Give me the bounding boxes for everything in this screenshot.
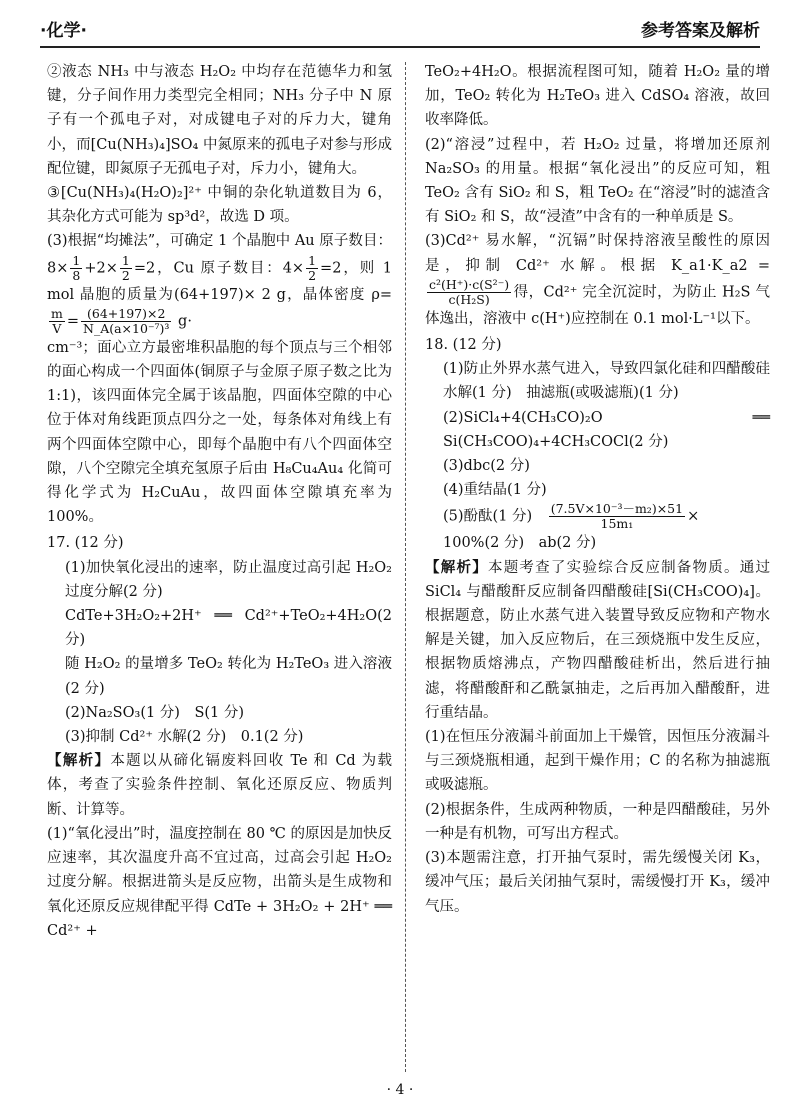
fraction: $\frac{1}{8}$	[72, 252, 81, 283]
paragraph: (1)“氧化浸出”时，温度控制在 80 ℃ 的原因是加快反应速率，其次温度升高不宜过高，过高会引起 H₂O₂ 过度分解。根据进箭头是反应物，出箭头是生成物和氧化还原反应规律配平得 CdTe + 3H₂O₂ + 2H⁺ ══ Cd²⁺ +	[47, 825, 392, 939]
answer-line: CdTe+3H₂O₂+2H⁺ ══ Cd²⁺+TeO₂+4H₂O(2 分)	[65, 608, 392, 649]
right-column	[425, 60, 770, 919]
paragraph: cm⁻³；面心立方最密堆积晶胞的每个顶点与三个相邻的面心构成一个四面体(铜原子与金原子原子数之比为 1:1)，该四面体完全属于该晶胞，四面体空隙的中心位于体对角线距顶点四分之一处，每条体对角线上有两个四面体空隙中心，即每个晶胞中有八个四面体空隙，八个空隙完全填充氢原子后由 H₈Cu₄Au₄ 化简可得化学式为 H₂CuAu，故四面体空隙填充率为 100%。	[47, 339, 392, 526]
analysis-tag: 【解析】	[47, 752, 111, 770]
fraction: $\frac{\text{(7.5V×10⁻³－m₂)×51}}{\text{15m₁}}$	[550, 501, 684, 532]
question-score: (12 分)	[74, 535, 124, 552]
question-number: 18.	[425, 337, 449, 354]
question-18-heading	[425, 333, 770, 357]
subject-label: ·化学·	[40, 21, 87, 41]
fraction: $\frac{m}{V}$	[51, 305, 63, 336]
fraction: $\frac{1}{2}$	[308, 252, 317, 283]
answer-line: (2)SiCl₄+4(CH₃CO)₂O ══ Si(CH₃COO)₄+4CH₃COCl(2 分)	[443, 409, 770, 450]
question-17-heading	[47, 531, 392, 555]
paragraph: (1)在恒压分液漏斗前面加上干燥管，因恒压分液漏斗与三颈烧瓶相通，起到干燥作用；C 的名称为抽滤瓶或吸滤瓶。	[425, 729, 770, 794]
section-title: 参考答案及解析	[641, 21, 760, 41]
analysis: 【解析】本题以从碲化镉废料回收 Te 和 Cd 为载体，考查了实验条件控制、氧化还原反应、物质判断、计算等。	[47, 752, 392, 818]
fraction: $\frac{1}{2}$	[121, 252, 130, 283]
page-header	[40, 12, 760, 48]
question-score: (12 分)	[452, 337, 502, 354]
fraction: $\frac{\text{c²(H⁺)·c(S²⁻)}}{\text{c(H₂S)}}$	[429, 276, 510, 307]
paragraph: (3)Cd²⁺ 易水解，“沉镉”时保持溶液呈酸性的原因是，抑制 Cd²⁺ 水解。根据 K_a1·K_a2 = $\frac{\text{c²(H⁺)·c(S²⁻)}}{\text{c(H₂S)}}$ 得，Cd²⁺ 完全沉淀时，为防止 H₂S 气体逸出，溶液中 c(H⁺)应控制在 0.1 mol·L⁻¹以下。	[425, 233, 770, 327]
answer-line: (3)dbc(2 分)	[443, 458, 530, 475]
paragraph: ②液态 NH₃ 中与液态 H₂O₂ 中均存在范德华力和氢键，分子间作用力类型完全相同；NH₃ 分子中 N 原子有一个孤电子对，对成键电子对的斥力大，键角小，而[Cu(NH₃)₄]SO₄ 中氮原来的孤电子对参与形成配位键，即氮原子无孤电子对，斥力小，键角大。	[47, 64, 392, 177]
answer-line: (5)酚酞(1 分) $\frac{\text{(7.5V×10⁻³－m₂)×51}}{\text{15m₁}}$ ×	[443, 501, 700, 532]
answer-line: (4)重结晶(1 分)	[443, 482, 547, 499]
paragraph: (2)根据条件，生成两种物质，一种是四醋酸硅，另外一种是有机物，可写出方程式。	[425, 801, 770, 842]
paragraph: TeO₂+4H₂O。根据流程图可知，随着 H₂O₂ 量的增加，TeO₂ 转化为 H₂TeO₃ 进入 CdSO₄ 溶液，故回收率降低。	[425, 64, 770, 129]
answer-line: (1)加快氧化浸出的速率，防止温度过高引起 H₂O₂ 过度分解(2 分)	[65, 559, 392, 600]
question-number: 17.	[47, 535, 71, 552]
answer-line: (2)Na₂SO₃(1 分) S(1 分)	[65, 704, 245, 721]
paragraph: (2)“溶浸”过程中，若 H₂O₂ 过量，将增加还原剂 Na₂SO₃ 的用量。根据“氧化浸出”的反应可知，粗 TeO₂ 含有 SiO₂ 和 S，粗 TeO₂ 在“溶浸”时的滤渣含有 SiO₂ 和 S，故“浸渣”中含有的一种单质是 S。	[425, 136, 770, 226]
fraction: $\frac{(64+197)\times 2}{\text{N\_A(a×10⁻⁷)³}}$	[83, 305, 170, 336]
answer-18	[425, 357, 770, 555]
left-column	[47, 60, 392, 943]
paragraph-density: (3)根据“均摊法”，可确定 1 个晶胞中 Au 原子数目：8× $\frac{1}{8}$ +2× $\frac{1}{2}$ =2，Cu 原子数目：4× $\frac{1}{2}$ =2，则 1 mol 晶胞的质量为(64+197)× 2 g，晶体密度 ρ= $\frac{m}{V}$ = $\frac{(64+197)\times 2}{\text{N\_A(a×10⁻⁷)³}}$ g·	[47, 233, 392, 336]
answer-17	[47, 556, 392, 750]
answer-line: 随 H₂O₂ 的量增多 TeO₂ 转化为 H₂TeO₃ 进入溶液(2 分)	[65, 656, 392, 697]
paragraph: (3)本题需注意，打开抽气泵时，需先缓慢关闭 K₃，缓冲气压；最后关闭抽气泵时，需缓慢打开 K₃，缓冲气压。	[425, 850, 770, 915]
paragraph: ③[Cu(NH₃)₄(H₂O)₂]²⁺ 中铜的杂化轨道数目为 6，其杂化方式可能为 sp³d²，故选 D 项。	[47, 185, 392, 226]
analysis-tag: 【解析】	[425, 558, 488, 576]
answer-line: (1)防止外界水蒸气进入，导致四氯化硅和四醋酸硅水解(1 分) 抽滤瓶(或吸滤瓶)(1 分)	[443, 361, 770, 402]
page-number: · 4 ·	[386, 1082, 414, 1098]
column-divider	[405, 62, 406, 1072]
answer-line: 100%(2 分) ab(2 分)	[443, 535, 597, 552]
answer-line: (3)抑制 Cd²⁺ 水解(2 分) 0.1(2 分)	[65, 729, 304, 746]
analysis: 【解析】本题考查了实验综合反应制备物质。通过 SiCl₄ 与醋酸酐反应制备四醋酸硅[Si(CH₃COO)₄]。根据题意，防止水蒸气进入装置导致反应物和产物水解是关键，加入反应物后，在三颈烧瓶中发生反应，根据物质熔沸点，产物四醋酸硅析出，然后进行抽滤，将醋酸酐和乙酰氯抽走，之后再加入醋酸酐，进行重结晶。	[425, 558, 770, 721]
